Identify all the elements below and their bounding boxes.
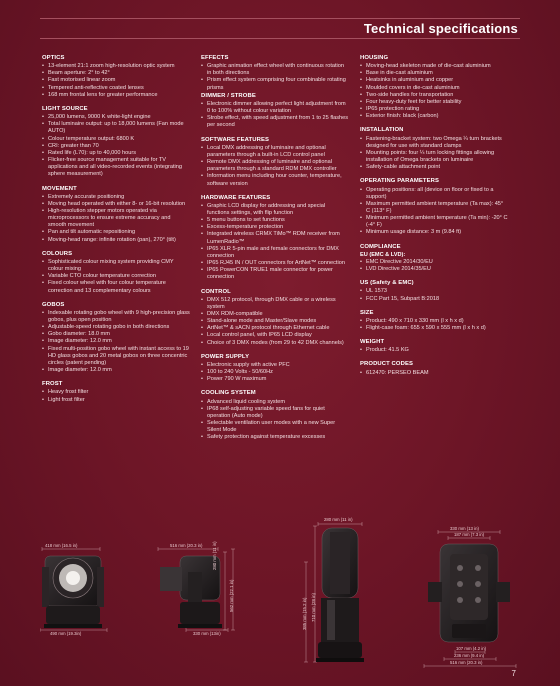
- spec-item: • Image diameter: 12.0 mm: [42, 367, 190, 374]
- spec-item: • Light frost filter: [42, 397, 190, 404]
- spec-section-title: HARDWARE FEATURES: [201, 194, 271, 201]
- spec-item: • Graphic animation effect wheel with continuous rotation in both directions: [201, 63, 349, 77]
- spec-item: • Safety protection against temperature excesses: [201, 434, 349, 441]
- spec-section: [360, 244, 508, 274]
- spec-item: • Rated life (L70): up to 40,000 hours: [42, 150, 190, 157]
- spec-section: [201, 93, 349, 130]
- spec-item: • Sophisticated colour mixing system providing CMY colour mixing: [42, 259, 190, 273]
- dim-side-total-height: 562 mm (22.1 in): [229, 579, 234, 612]
- spec-section: [42, 186, 190, 244]
- spec-section-title: COOLING SYSTEM: [201, 390, 256, 397]
- spec-item: • Minimum usage distance: 3 m (9.84 ft): [360, 229, 508, 236]
- spec-item: • Image diameter: 12.0 mm: [42, 338, 190, 345]
- spec-item: • Integrated wireless CRMX TiMo™ RDM receiver from LumenRadio™: [201, 231, 349, 245]
- spec-section: [42, 55, 190, 99]
- spec-item: • Exterior finish: black (carbon): [360, 113, 508, 120]
- dim-back-top: 280 mm (11 in): [324, 517, 353, 522]
- spec-section-title: INSTALLATION: [360, 127, 404, 134]
- spec-item: • Product: 490 x 710 x 330 mm (l x h x d): [360, 318, 508, 325]
- dim-side-bottom: 330 mm (13in): [193, 631, 221, 636]
- spec-item: • ArtNet™ & sACN protocol through Ethernet cable: [201, 325, 349, 332]
- spec-item: • DMX RDM-compatible: [201, 311, 349, 318]
- spec-section: [360, 339, 508, 354]
- spec-item: • 612470: PERSEO BEAM: [360, 370, 508, 377]
- spec-item: • Moving-head skeleton made of die-cast aluminium: [360, 63, 508, 70]
- spec-section: [201, 289, 349, 347]
- spec-section: [201, 137, 349, 188]
- dim-top-top1: 330 mm (13 in): [450, 526, 479, 531]
- spec-item: • Colour temperature output: 6800 K: [42, 136, 190, 143]
- back-view-drawing: [316, 528, 364, 662]
- spec-item: • Remote DMX addressing of luminaire and optional parameters through a standard RDM DMX controller: [201, 159, 349, 173]
- spec-item: • Gobo diameter: 18.0 mm: [42, 331, 190, 338]
- spec-item: • Strobe effect, with speed adjustment from 1 to 25 flashes per second: [201, 115, 349, 129]
- spec-item: • IP68 self-adjusting variable speed fans for quiet operation (Auto mode): [201, 406, 349, 420]
- spec-item: • High-resolution stepper motors operated via microprocessors to ensure extreme accuracy and smooth movement: [42, 208, 190, 229]
- dim-top-b2: 236 mm (9.4 in): [454, 653, 485, 658]
- drawings-svg: [40, 512, 520, 672]
- spec-section-title: HOUSING: [360, 55, 389, 61]
- spec-item: • 13-element 21:1 zoom high-resolution optic system: [42, 63, 190, 70]
- spec-section: [42, 302, 190, 375]
- spec-item: • Prism effect system comprising four combinable rotating prisms: [201, 77, 349, 91]
- spec-item: • Indexable rotating gobo wheel with 9 high-precision glass gobos, plus open position: [42, 310, 190, 324]
- dim-front-top: 418 mm (16.5 in): [45, 543, 78, 548]
- spec-item: • Flicker-free source management suitable for TV applications and all video-recorded events (integrating sphere measurement): [42, 157, 190, 178]
- spec-item: • IP65 protection rating: [360, 106, 508, 113]
- spec-column-2: [201, 55, 349, 449]
- top-divider: [40, 18, 520, 19]
- spec-item: • 5 menu buttons to set functions: [201, 217, 349, 224]
- spec-item: • Fixed colour wheel with four colour temperature correction and 13 complementary colours: [42, 280, 190, 294]
- top-view-drawing: [428, 544, 510, 642]
- spec-item: • Heavy frost filter: [42, 389, 190, 396]
- spec-item: • Minimum permitted ambient temperature (Ta min): -20° C (-4° F): [360, 215, 508, 229]
- spec-item: • Selectable ventilation user modes with a new Super Silent Mode: [201, 420, 349, 434]
- spec-item: • Moving head operated with either 8- or 16-bit resolution: [42, 201, 190, 208]
- spec-item: • Operating positions: all (device on floor or fixed to a support): [360, 187, 508, 201]
- dim-back-height: 710 mm (28 in): [311, 593, 316, 622]
- dim-side-height: 280 mm (11 in): [212, 541, 217, 570]
- spec-section: [201, 354, 349, 384]
- spec-item: • DMX 512 protocol, through DMX cable or a wireless system: [201, 297, 349, 311]
- dim-top-b3: 516 mm (20.3 in): [450, 660, 483, 665]
- spec-item: • Electronic supply with active PFC: [201, 362, 349, 369]
- spec-section-title: GOBOS: [42, 301, 65, 308]
- spec-section-title: PRODUCT CODES: [360, 361, 414, 368]
- spec-item: • Adjustable-speed rotating gobo in both directions: [42, 324, 190, 331]
- spec-item: • 100 to 240 Volts - 50/60Hz: [201, 369, 349, 376]
- spec-section: [42, 106, 190, 179]
- spec-item: • Excess-temperature protection: [201, 224, 349, 231]
- spec-item: • Tempered anti-reflective coated lenses: [42, 85, 190, 92]
- spec-item: • Total luminaire output: up to 18,000 lumens (Fan mode AUTO): [42, 121, 190, 135]
- page-title: Technical specifications: [363, 21, 518, 36]
- spec-section: [42, 251, 190, 295]
- spec-item: • CRI: greater than 70: [42, 143, 190, 150]
- spec-section: [360, 178, 508, 236]
- spec-section-title: OPTICS: [42, 55, 65, 61]
- spec-item: • Flight-case foam: 655 x 590 x 555 mm (l x h x d): [360, 325, 508, 332]
- front-view-drawing: [42, 556, 104, 628]
- spec-item: • Fastening-bracket system: two Omega ¼ turn brackets designed for use with standard clamps: [360, 136, 508, 150]
- spec-section-title: SIZE: [360, 309, 374, 316]
- spec-section-title: CONTROL: [201, 288, 231, 295]
- spec-section: [360, 361, 508, 376]
- spec-item: • Mounting points: four ¼ turn locking fittings allowing installation of Omega brackets on luminaire: [360, 150, 508, 164]
- spec-section: [201, 390, 349, 441]
- spec-item: • Fixed multi-position gobo wheel with instant access to 19 HD glass gobos and 20 metal gobos on three concentric circles (patent pending): [42, 346, 190, 367]
- spec-item: • Base in die-cast aluminium: [360, 70, 508, 77]
- spec-column-1: [42, 55, 190, 411]
- spec-item: • Advanced liquid cooling system: [201, 399, 349, 406]
- spec-item: • Power 790 W maximum: [201, 376, 349, 383]
- spec-item: • Graphic LCD display for addressing and special functions settings, with flip function: [201, 203, 349, 217]
- spec-item: • Information menu including hour counter, temperature, software version: [201, 173, 349, 187]
- spec-column-3: [360, 55, 508, 384]
- spec-item: • Maximum permitted ambient temperature (Ta max): 45° C (113° F): [360, 201, 508, 215]
- spec-section-title: US (Safety & EMC): [360, 280, 414, 287]
- spec-section: [360, 127, 508, 171]
- spec-item: • Choice of 3 DMX modes (from 29 to 42 DMX channels): [201, 340, 349, 347]
- spec-item: • Extremely accurate positioning: [42, 194, 190, 201]
- spec-item: • Two-side handles for transportation: [360, 92, 508, 99]
- spec-item: • Safety-cable attachment point: [360, 164, 508, 171]
- spec-item: • Variable CTO colour temperature correction: [42, 273, 190, 280]
- spec-section-title: DIMMER / STROBE: [201, 92, 256, 99]
- spec-item: • IP65 PowerCON TRUE1 male connector for power connection: [201, 267, 349, 281]
- spec-section: [360, 55, 508, 120]
- spec-item: • IP65 RJ45 IN / OUT connectors for ArtNet™ connection: [201, 260, 349, 267]
- spec-item: • Four heavy-duty feet for better stability: [360, 99, 508, 106]
- spec-item: • Local DMX addressing of luminaire and optional parameters through a built-in LCD control panel: [201, 145, 349, 159]
- dim-front-bottom: 490 mm (19.3in): [50, 631, 82, 636]
- spec-section: [201, 195, 349, 282]
- dim-side-top: 516 mm (20.3 in): [170, 543, 203, 548]
- spec-section-title: COMPLIANCE: [360, 243, 401, 250]
- dim-top-b1: 107 mm (4.2 in): [456, 646, 487, 651]
- spec-item: • LVD Directive 2014/35/EU: [360, 266, 508, 273]
- spec-item: • EMC Directive 2014/30/EU: [360, 259, 508, 266]
- spec-item: • Fast motorised linear zoom: [42, 77, 190, 84]
- spec-section-title: SOFTWARE FEATURES: [201, 136, 270, 143]
- dim-top-top2: 187 mm (7.3 in): [454, 532, 485, 537]
- spec-item: • Product: 41.5 KG: [360, 347, 508, 354]
- page-number: 7: [511, 669, 516, 678]
- spec-item: • FCC Part 15, Subpart B:2018: [360, 296, 508, 303]
- spec-item: • 168 mm frontal lens for greater performance: [42, 92, 190, 99]
- spec-section-title: WEIGHT: [360, 339, 385, 346]
- spec-item: • 25,000 lumens, 9000 K white-light engine: [42, 114, 190, 121]
- spec-section: [360, 280, 508, 302]
- spec-item: • IP65 XLR 5-pin male and female connectors for DMX connection: [201, 246, 349, 260]
- spec-item: • Heatsinks in aluminium and copper: [360, 77, 508, 84]
- spec-section: [42, 381, 190, 403]
- spec-item: • Stand-alone mode and Master/Slave modes: [201, 318, 349, 325]
- spec-item: • Local control panel, with IP65 LCD display: [201, 332, 349, 339]
- spec-section-title: COLOURS: [42, 250, 73, 257]
- spec-section-title: EFFECTS: [201, 55, 229, 61]
- spec-section-title: MOVEMENT: [42, 185, 77, 192]
- spec-section-title: POWER SUPPLY: [201, 353, 250, 360]
- spec-section-subtitle: EU (EMC & LVD):: [360, 251, 406, 258]
- technical-drawings: [40, 512, 520, 672]
- spec-section: [360, 310, 508, 332]
- spec-item: • Beam aperture: 2° to 42°: [42, 70, 190, 77]
- spec-section: [201, 55, 349, 92]
- title-divider: [40, 38, 520, 39]
- spec-section-title: FROST: [42, 381, 63, 388]
- spec-section-title: OPERATING PARAMETERS: [360, 178, 440, 185]
- dim-back-left: 385 mm (15.2 in): [302, 597, 307, 630]
- spec-item: • Electronic dimmer allowing perfect light adjustment from 0 to 100% without colour variation: [201, 101, 349, 115]
- spec-item: • Moulded covers in die-cast aluminium: [360, 85, 508, 92]
- spec-item: • Moving-head range: infinite rotation (pan), 270° (tilt): [42, 237, 190, 244]
- spec-item: • UL 1573: [360, 288, 508, 295]
- spec-item: • Pan and tilt automatic repositioning: [42, 229, 190, 236]
- spec-section-title: LIGHT SOURCE: [42, 105, 88, 112]
